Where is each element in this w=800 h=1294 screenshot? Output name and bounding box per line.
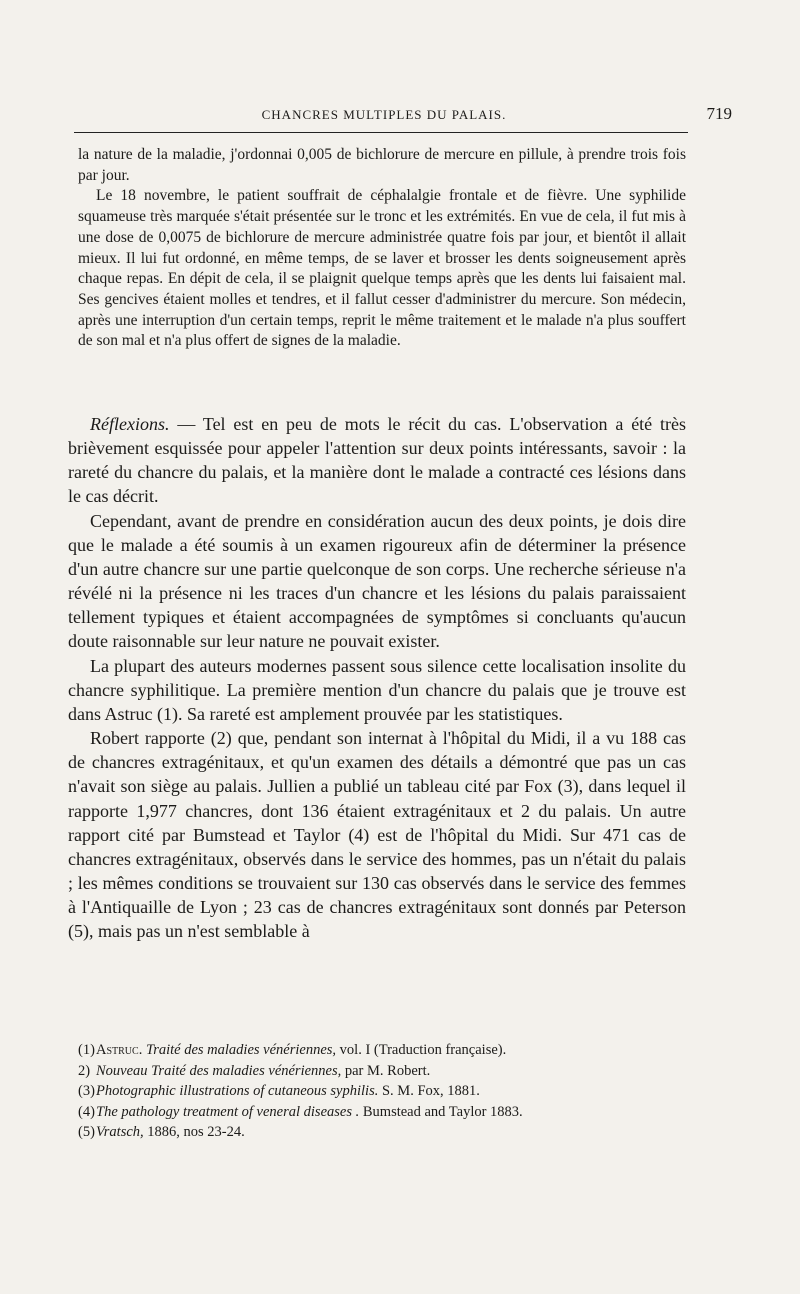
footnote-author: Astruc. bbox=[96, 1042, 143, 1058]
paragraph: Le 18 novembre, le patient souffrait de céphalalgie frontale et de fièvre. Une syphilide squameuse très marquée s'était présentée sur le tronc et les extrémités. En vue de cela, il fut mis à une dose de 0,0075 de bichlorure de mercure administrée quatre fois par jour, et bientôt il allait mieux. Il lui fut ordonné, en même temps, de se laver et brosser les dents soigneusement après chaque repas. En dépit de cela, il se plaignit quelque temps après que les dents lui faisaient mal. Ses gencives étaient molles et tendres, et il fallut cesser d'administrer du mercure. Son médecin, après une interruption d'un certain temps, reprit le même traitement et le malade n'a plus souffert de son mal et n'a plus offert de signes de la maladie. bbox=[78, 187, 686, 350]
footnote-title: Nouveau Traité des maladies vénériennes, bbox=[96, 1062, 342, 1079]
case-report-text bbox=[78, 145, 686, 352]
paragraph: La plupart des auteurs modernes passent sous silence cette localisation insolite du chancre syphilitique. La première mention d'un chancre du palais que je trouve est dans Astruc (1). Sa rareté est amplement prouvée par les statistiques. bbox=[68, 655, 686, 724]
footnote-rest: 1886, nos 23-24. bbox=[143, 1124, 245, 1140]
running-head bbox=[78, 104, 732, 126]
body-text bbox=[68, 412, 686, 943]
reflexions-paragraph bbox=[68, 412, 686, 509]
running-title: CHANCRES MULTIPLES DU PALAIS. bbox=[261, 107, 507, 122]
footnote-number: (3) bbox=[78, 1083, 95, 1099]
footnote-rest: vol. I (Traduction française). bbox=[336, 1042, 507, 1058]
header-rule bbox=[74, 132, 688, 133]
footnote-rest: Bumstead and Taylor 1883. bbox=[359, 1103, 523, 1120]
footnote bbox=[78, 1081, 686, 1102]
footnotes bbox=[78, 1040, 686, 1143]
footnote-rest: S. M. Fox, 1881. bbox=[378, 1083, 480, 1099]
reflexions-label: Réflexions. bbox=[90, 414, 170, 434]
footnote bbox=[78, 1061, 686, 1082]
footnote-number: (4) bbox=[78, 1103, 95, 1120]
footnote-title: Photographic illustrations of cutaneous syphilis. bbox=[96, 1083, 379, 1099]
paragraph: Robert rapporte (2) que, pendant son internat à l'hôpital du Midi, il a vu 188 cas de chancres extragénitaux, et qu'un examen des détails a démontré que pas un cas n'avait son siège au palais. Jullien a publié un tableau cité par Fox (3), dans lequel il rapporte 1,977 chancres, dont 136 étaient extragénitaux et 2 du palais. Un autre rapport cité par Bumstead et Taylor (4) est de l'hôpital du Midi. Sur 471 cas de chancres extragénitaux, observés dans le service des hommes, pas un n'était du palais ; les mêmes conditions se trouvaient sur 130 cas observés dans le service des femmes à l'Antiquaille de Lyon ; 23 cas de chancres extragénitaux sont donnés par Peterson (5), mais pas un n'est semblable à bbox=[68, 728, 686, 942]
footnote bbox=[78, 1102, 686, 1123]
footnote-rest: par M. Robert. bbox=[341, 1062, 431, 1079]
footnote-number: 2) bbox=[78, 1062, 91, 1079]
footnote-number: (1) bbox=[78, 1042, 95, 1058]
page-number: 719 bbox=[706, 104, 732, 123]
footnote bbox=[78, 1122, 686, 1143]
footnote bbox=[78, 1040, 686, 1061]
paragraph: la nature de la maladie, j'ordonnai 0,005 de bichlorure de mercure en pillule, à prendre trois fois par jour. bbox=[78, 146, 686, 184]
reflexions-text: — Tel est en peu de mots le récit du cas. L'observation a été très brièvement esquissée pour appeler l'attention sur deux points intéressants, savoir : la rareté du chancre du palais, et la manière dont le malade a contracté ces lésions dans le cas décrit. bbox=[68, 414, 686, 507]
footnote-number: (5) bbox=[78, 1124, 95, 1140]
paragraph: Cependant, avant de prendre en considération aucun des deux points, je dois dire que le malade a été soumis à un examen rigoureux afin de déterminer la présence d'un autre chancre sur une partie quelconque de son corps. Une recherche sérieuse n'a révélé ni la présence ni les traces d'un chancre et les lésions du palais paraissaient tellement typiques et étaient accompagnées de symptômes si concluants qu'aucun doute raisonnable sur leur nature ne pouvait exister. bbox=[68, 510, 686, 652]
footnote-title: Traité des maladies vénériennes, bbox=[145, 1042, 337, 1058]
footnote-title: Vratsch, bbox=[96, 1124, 144, 1140]
footnote-title: The pathology treatment of veneral diseases . bbox=[96, 1103, 360, 1120]
